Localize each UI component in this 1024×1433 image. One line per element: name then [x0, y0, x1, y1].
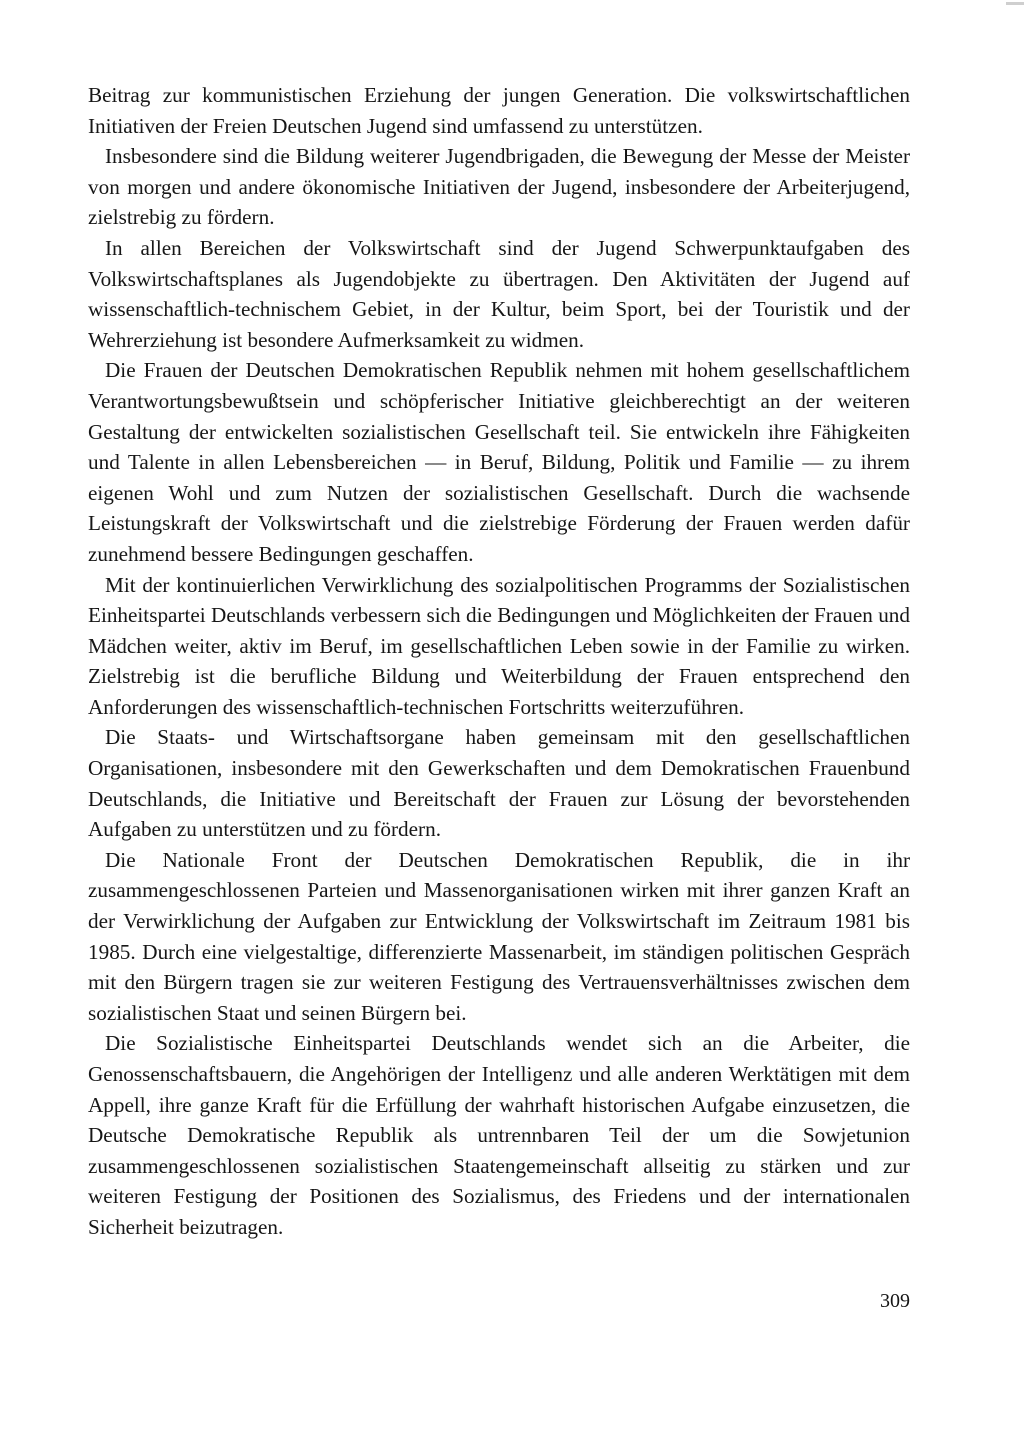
paragraph-7: Die Nationale Front der Deutschen Demokratischen Republik, die in ihr zusammengeschlossenen Parteien und Massenorganisationen wirken mit ihrer ganzen Kraft an der Verwirklichung der Aufgaben zur Entwicklung der Volkswirtschaft im Zeitraum 1981 bis 1985. Durch eine vielgestaltige, differenzierte Massenarbeit, im ständigen politischen Gespräch mit den Bürgern tragen sie zur weiteren Festigung des Vertrauensverhältnisses zwischen dem sozialistischen Staat und seinen Bürgern bei. — [88, 847, 910, 1025]
paragraph-1: Beitrag zur kommunistischen Erziehung der jungen Generation. Die volkswirtschaftlichen Initiativen der Freien Deutschen Jugend sind umfassend zu unterstützen. — [88, 83, 910, 138]
paragraph-8: Die Sozialistische Einheitspartei Deutschlands wendet sich an die Arbeiter, die Genossenschaftsbauern, die Angehörigen der Intelligenz und alle anderen Werktätigen mit dem Appell, ihre ganze Kraft für die Erfüllung der wahrhaft historischen Aufgabe einzusetzen, die Deutsche Demokratische Republik als untrennbaren Teil der um die Sowjetunion zusammengeschlossenen sozialistischen Staatengemeinschaft allseitig zu stärken und zur weiteren Festigung der Positionen des Sozialismus, des Friedens und der internationalen Sicherheit beizutragen. — [88, 1031, 910, 1239]
scan-corner-mark — [1006, 2, 1024, 5]
page-number: 309 — [880, 1290, 910, 1312]
paragraph-3: In allen Bereichen der Volkswirtschaft sind der Jugend Schwerpunktaufgaben des Volkswirtschaftsplanes als Jugendobjekte zu übertragen. Den Aktivitäten der Jugend auf wissenschaftlich-technischem Gebiet, in der Kultur, beim Sport, bei der Touristik und der Wehrerziehung ist besondere Aufmerksamkeit zu widmen. — [88, 235, 910, 352]
paragraph-5: Mit der kontinuierlichen Verwirklichung des sozialpolitischen Programms der Sozialistischen Einheitspartei Deutschlands verbessern sich die Bedingungen und Möglichkeiten der Frauen und Mädchen weiter, aktiv im Beruf, im gesellschaftlichen Leben sowie in der Familie zu wirken. Zielstrebig ist die berufliche Bildung und Weiterbildung der Frauen entsprechend den Anforderungen des wissenschaftlich-technischen Fortschritts weiterzuführen. — [88, 572, 910, 719]
paragraph-2: Insbesondere sind die Bildung weiterer Jugendbrigaden, die Bewegung der Messe der Meister von morgen und andere ökonomische Initiativen der Jugend, insbesondere der Arbeiterjugend, zielstrebig zu fördern. — [88, 144, 910, 230]
body-text — [88, 80, 910, 1243]
paragraph-6: Die Staats- und Wirtschaftsorgane haben gemeinsam mit den gesellschaftlichen Organisationen, insbesondere mit den Gewerkschaften und dem Demokratischen Frauenbund Deutschlands, die Initiative und Bereitschaft der Frauen zur Lösung der bevorstehenden Aufgaben zu unterstützen und zu fördern. — [88, 725, 910, 842]
paragraph-4: Die Frauen der Deutschen Demokratischen Republik nehmen mit hohem gesellschaftlichem Verantwortungsbewußtsein und schöpferischer Initiative gleichberechtigt an der weiteren Gestaltung der entwickelten sozialistischen Gesellschaft teil. Sie entwickeln ihre Fähigkeiten und Talente in allen Lebensbereichen — in Beruf, Bildung, Politik und Familie — zu ihrem eigenen Wohl und zum Nutzen der sozialistischen Gesellschaft. Durch die wachsende Leistungskraft der Volkswirtschaft und die zielstrebige Förderung der Frauen werden dafür zunehmend bessere Bedingungen geschaffen. — [88, 358, 910, 566]
